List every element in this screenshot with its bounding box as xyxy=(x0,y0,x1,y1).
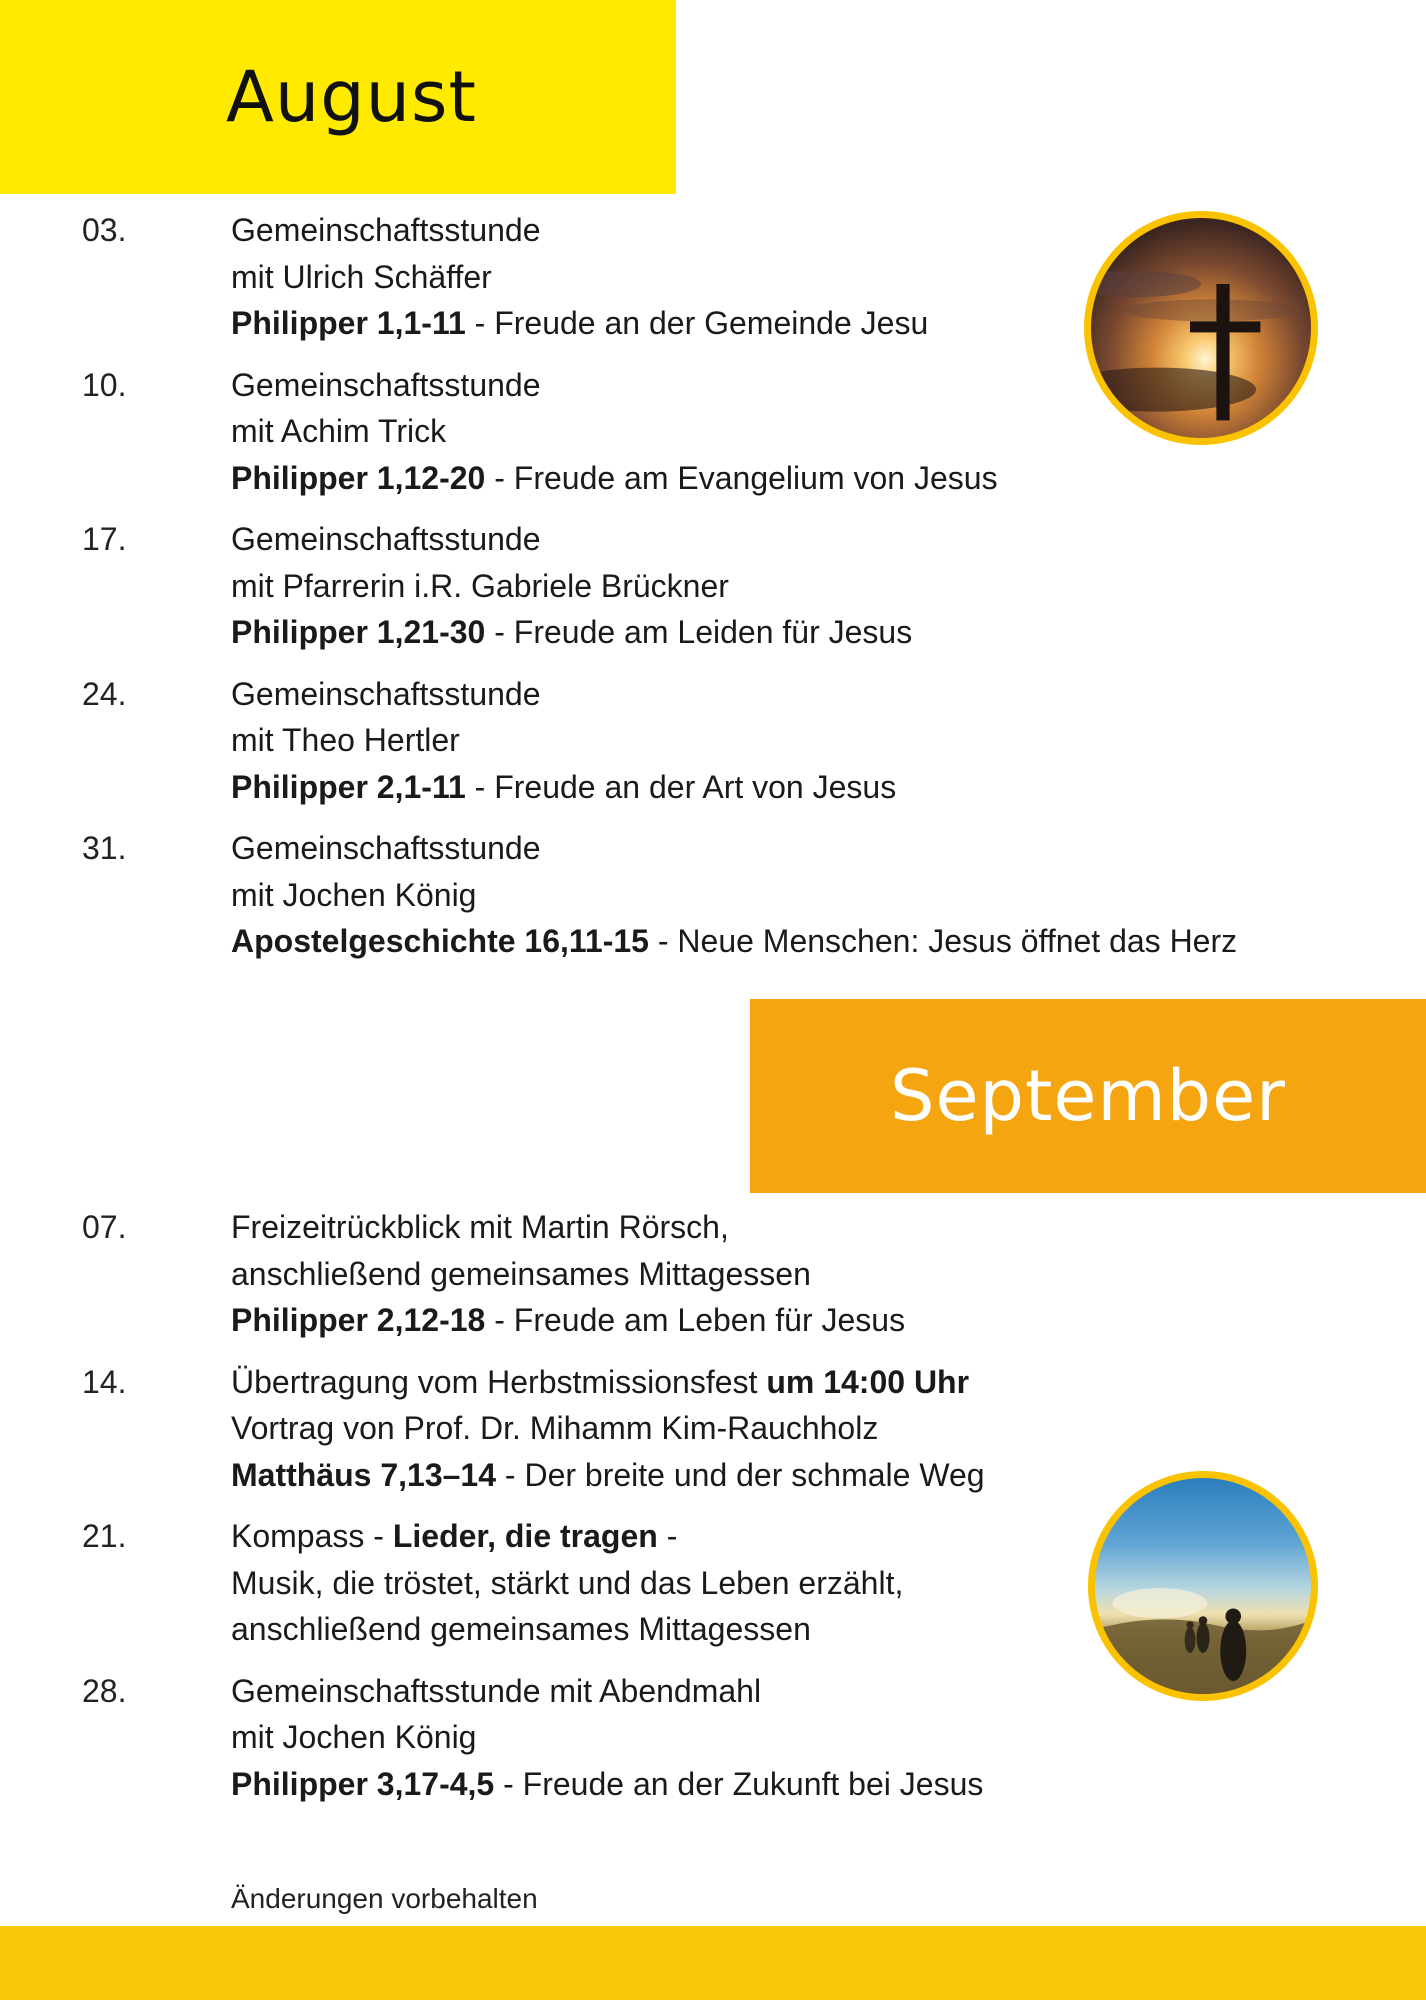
event-scripture xyxy=(231,918,1426,965)
event-date: 31. xyxy=(82,830,127,866)
event-speaker: mit Pfarrerin i.R. Gabriele Brückner xyxy=(231,567,729,604)
event-date: 07. xyxy=(82,1209,127,1245)
event-details: anschließend gemeinsames Mittagessen xyxy=(231,1611,811,1647)
event-aug-10 xyxy=(0,362,1426,502)
event-aug-17 xyxy=(0,516,1426,656)
event-speaker: mit Achim Trick xyxy=(231,413,447,449)
event-scripture xyxy=(231,455,1426,502)
event-time: um 14:00 Uhr xyxy=(766,1363,970,1400)
event-title: Gemeinschaftsstunde mit Abendmahl xyxy=(231,1672,762,1709)
event-description: Musik, die tröstet, stärkt und das Leben erzählt, xyxy=(231,1564,904,1601)
event-title: Gemeinschaftsstunde xyxy=(231,675,541,712)
event-title: Freizeitrückblick mit Martin Rörsch, xyxy=(231,1209,729,1245)
scripture-topic: - Freude am Leben für Jesus xyxy=(485,1302,906,1338)
event-title: Gemeinschaftsstunde xyxy=(231,521,541,557)
scripture-topic: - Freude an der Zukunft bei Jesus xyxy=(494,1765,984,1802)
event-date: 10. xyxy=(82,366,127,403)
scripture-topic: - Freude an der Art von Jesus xyxy=(465,768,897,805)
event-aug-24 xyxy=(0,671,1426,811)
scripture-reference: Philipper 1,21-30 xyxy=(231,614,486,650)
event-scripture xyxy=(231,1761,1426,1808)
event-details: anschließend gemeinsames Mittagessen xyxy=(231,1255,811,1292)
event-title: Gemeinschaftsstunde xyxy=(231,212,541,248)
event-title xyxy=(231,1359,1426,1406)
event-sep-07 xyxy=(0,1204,1426,1344)
footer-note: Änderungen vorbehalten xyxy=(231,1883,538,1914)
event-title-suffix: - xyxy=(657,1518,678,1554)
scripture-reference: Philipper 2,1-11 xyxy=(231,768,466,805)
event-title: Gemeinschaftsstunde xyxy=(231,366,541,403)
event-title-text: Übertragung vom Herbstmissionsfest xyxy=(231,1363,767,1400)
scripture-reference: Philipper 2,12-18 xyxy=(231,1302,486,1338)
month-title-september: September xyxy=(890,1055,1286,1137)
event-scripture xyxy=(231,1297,1426,1344)
scripture-reference: Philipper 1,1-11 xyxy=(231,305,466,341)
event-date: 14. xyxy=(82,1363,127,1400)
scripture-reference: Philipper 3,17-4,5 xyxy=(231,1765,495,1802)
event-speaker: mit Theo Hertler xyxy=(231,722,460,758)
event-title: Gemeinschaftsstunde xyxy=(231,830,541,866)
scripture-topic: - Neue Menschen: Jesus öffnet das Herz xyxy=(648,923,1238,959)
event-title-highlight: Lieder, die tragen xyxy=(392,1518,658,1554)
august-events xyxy=(0,207,1426,980)
event-aug-31 xyxy=(0,825,1426,965)
bottom-bar xyxy=(0,1926,1426,2000)
event-scripture xyxy=(231,300,1426,347)
event-speaker: mit Jochen König xyxy=(231,876,477,913)
event-date: 03. xyxy=(82,212,127,248)
scripture-topic: - Freude am Evangelium von Jesus xyxy=(485,459,998,496)
event-date: 28. xyxy=(82,1672,127,1709)
scripture-reference: Matthäus 7,13–14 xyxy=(231,1456,497,1493)
event-scripture xyxy=(231,609,1426,656)
event-title-prefix: Kompass - xyxy=(231,1518,393,1554)
scripture-topic: - Freude an der Gemeinde Jesu xyxy=(465,305,929,341)
event-aug-03 xyxy=(0,207,1426,347)
august-banner xyxy=(0,0,676,194)
event-speaker: mit Jochen König xyxy=(231,1719,477,1755)
event-speaker: mit Ulrich Schäffer xyxy=(231,258,492,295)
event-speaker: Vortrag von Prof. Dr. Mihamm Kim-Rauchholz xyxy=(231,1410,879,1446)
scripture-reference: Apostelgeschichte 16,11-15 xyxy=(231,923,649,959)
event-date: 17. xyxy=(82,521,127,557)
scripture-topic: - Freude am Leiden für Jesus xyxy=(485,614,913,650)
event-date: 21. xyxy=(82,1518,127,1554)
scripture-topic: - Der breite und der schmale Weg xyxy=(496,1456,985,1493)
scripture-reference: Philipper 1,12-20 xyxy=(231,459,486,496)
month-title-august: August xyxy=(226,56,477,138)
event-scripture xyxy=(231,764,1426,811)
september-banner xyxy=(750,999,1426,1193)
hikers-sunrise-photo xyxy=(1088,1471,1318,1701)
event-date: 24. xyxy=(82,675,127,712)
